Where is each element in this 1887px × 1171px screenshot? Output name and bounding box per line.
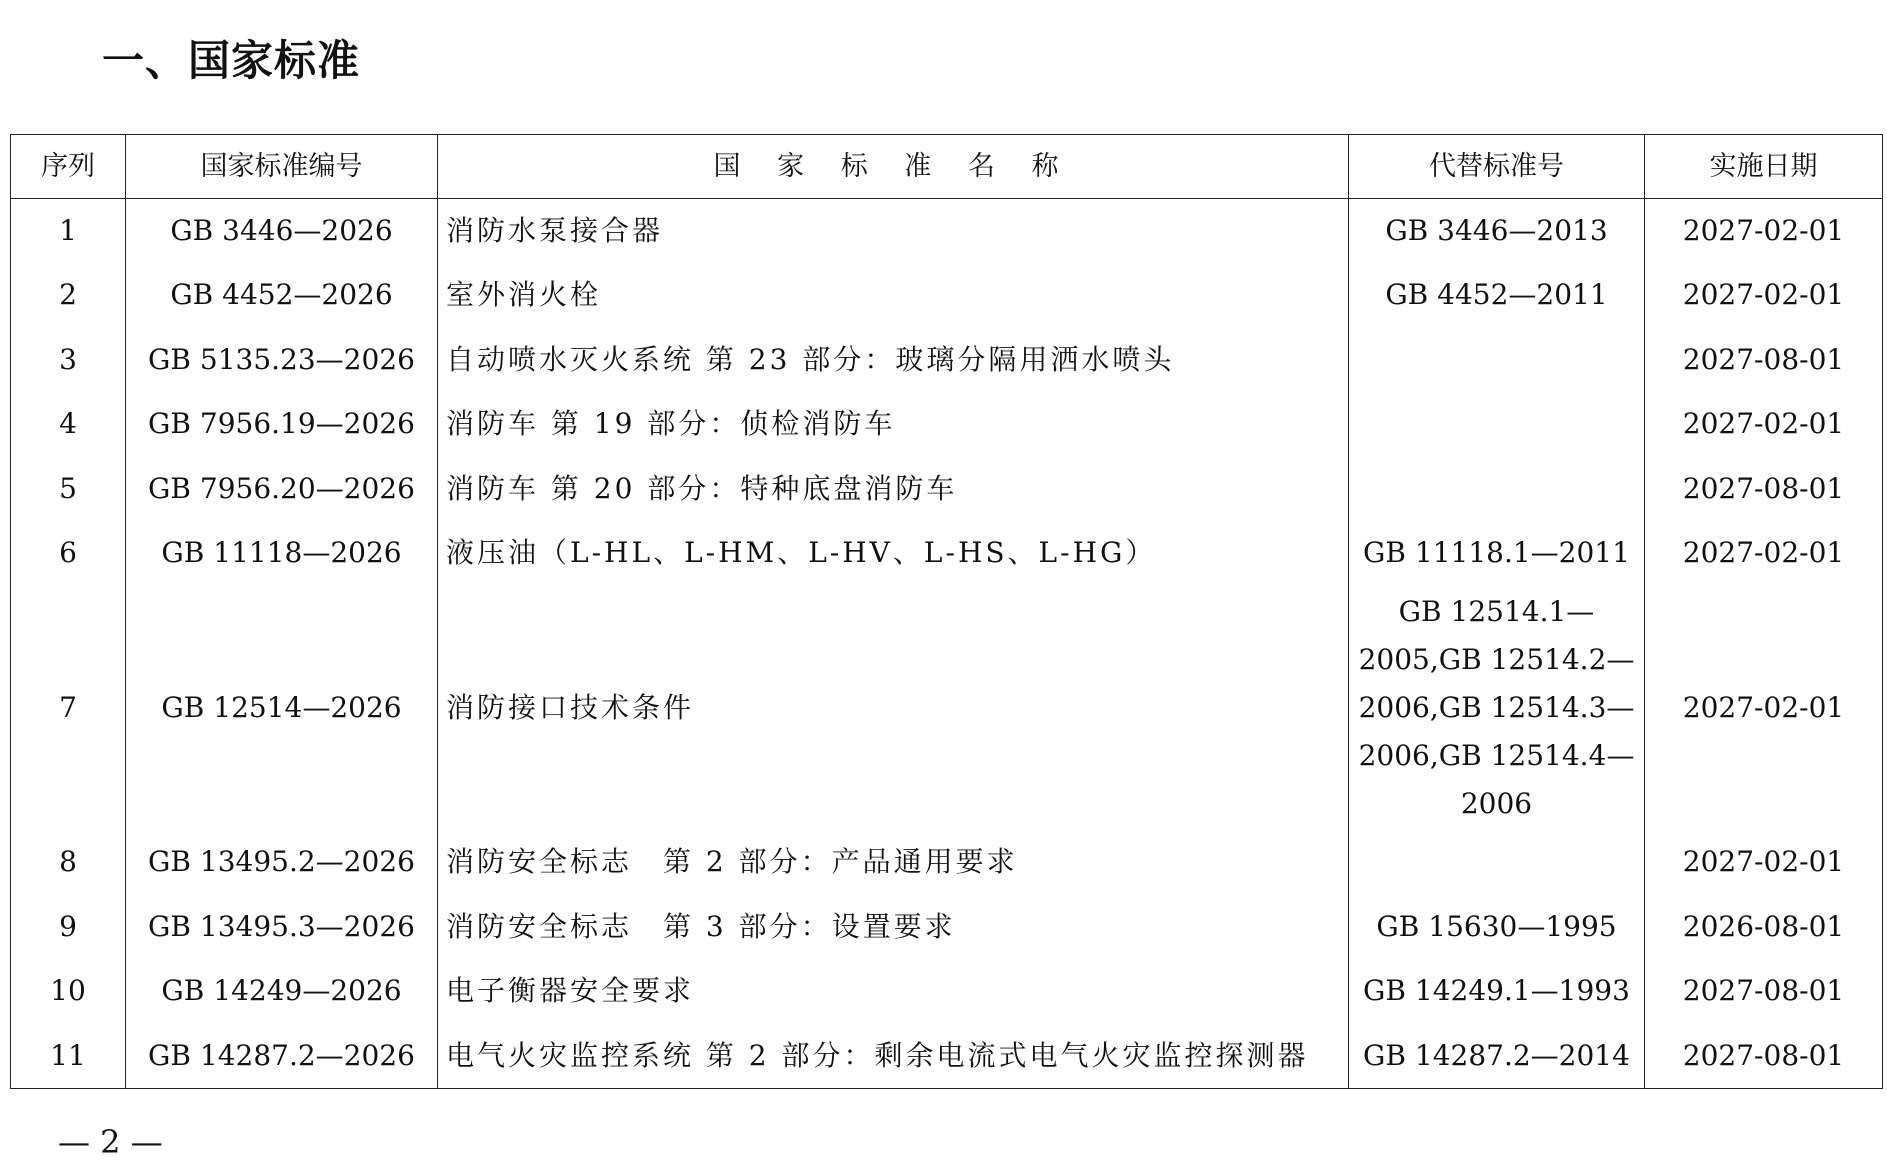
- cell-replaced: GB 14287.2—2014: [1349, 1023, 1645, 1088]
- cell-replaced: GB 11118.1—2011: [1349, 521, 1645, 585]
- cell-date: 2027-02-01: [1645, 585, 1883, 830]
- cell-code: GB 14249—2026: [126, 959, 438, 1023]
- cell-replaced: GB 4452—2011: [1349, 263, 1645, 327]
- cell-code: GB 13495.3—2026: [126, 895, 438, 959]
- cell-code: GB 7956.20—2026: [126, 456, 438, 520]
- cell-date: 2027-02-01: [1645, 199, 1883, 264]
- cell-date: 2027-08-01: [1645, 328, 1883, 392]
- cell-code: GB 3446—2026: [126, 199, 438, 264]
- table-row: [11, 328, 1883, 392]
- cell-seq: 9: [11, 895, 126, 959]
- cell-date: 2027-02-01: [1645, 392, 1883, 456]
- table-row: [11, 392, 1883, 456]
- header-name: 国 家 标 准 名 称: [438, 135, 1349, 199]
- cell-replaced: [1349, 328, 1645, 392]
- cell-date: 2027-02-01: [1645, 263, 1883, 327]
- table-row: [11, 895, 1883, 959]
- cell-replaced: GB 3446—2013: [1349, 199, 1645, 264]
- cell-name: 电气火灾监控系统 第 2 部分：剩余电流式电气火灾监控探测器: [438, 1023, 1349, 1088]
- cell-seq: 6: [11, 521, 126, 585]
- cell-date: 2026-08-01: [1645, 895, 1883, 959]
- cell-date: 2027-02-01: [1645, 830, 1883, 894]
- national-standards-table: [10, 134, 1883, 1089]
- cell-name: 液压油（L-HL、L-HM、L-HV、L-HS、L-HG）: [438, 521, 1349, 585]
- cell-name: 消防安全标志 第 2 部分：产品通用要求: [438, 830, 1349, 894]
- cell-code: GB 14287.2—2026: [126, 1023, 438, 1088]
- header-replaced: 代替标准号: [1349, 135, 1645, 199]
- cell-date: 2027-08-01: [1645, 959, 1883, 1023]
- cell-seq: 8: [11, 830, 126, 894]
- cell-code: GB 4452—2026: [126, 263, 438, 327]
- cell-date: 2027-02-01: [1645, 521, 1883, 585]
- table-row: [11, 521, 1883, 585]
- header-code: 国家标准编号: [126, 135, 438, 199]
- cell-name: 电子衡器安全要求: [438, 959, 1349, 1023]
- header-date: 实施日期: [1645, 135, 1883, 199]
- cell-replaced: GB 15630—1995: [1349, 895, 1645, 959]
- table-row: [11, 263, 1883, 327]
- cell-name: 消防水泵接合器: [438, 199, 1349, 264]
- cell-name: 室外消火栓: [438, 263, 1349, 327]
- cell-seq: 5: [11, 456, 126, 520]
- cell-code: GB 12514—2026: [126, 585, 438, 830]
- table-row: [11, 585, 1883, 830]
- cell-code: GB 11118—2026: [126, 521, 438, 585]
- cell-name: 消防接口技术条件: [438, 585, 1349, 830]
- cell-name: 消防车 第 20 部分：特种底盘消防车: [438, 456, 1349, 520]
- cell-replaced: GB 14249.1—1993: [1349, 959, 1645, 1023]
- cell-name: 消防安全标志 第 3 部分：设置要求: [438, 895, 1349, 959]
- table-row: [11, 959, 1883, 1023]
- cell-seq: 2: [11, 263, 126, 327]
- cell-date: 2027-08-01: [1645, 1023, 1883, 1088]
- cell-seq: 10: [11, 959, 126, 1023]
- cell-code: GB 7956.19—2026: [126, 392, 438, 456]
- cell-seq: 7: [11, 585, 126, 830]
- cell-code: GB 13495.2—2026: [126, 830, 438, 894]
- table-row: [11, 1023, 1883, 1088]
- cell-seq: 11: [11, 1023, 126, 1088]
- section-title: 一、国家标准: [102, 36, 361, 85]
- table-row: [11, 830, 1883, 894]
- page-number: — 2 —: [58, 1123, 163, 1161]
- cell-seq: 1: [11, 199, 126, 264]
- cell-name: 消防车 第 19 部分：侦检消防车: [438, 392, 1349, 456]
- cell-seq: 4: [11, 392, 126, 456]
- header-seq: 序列: [11, 135, 126, 199]
- header-row: [11, 135, 1883, 199]
- cell-date: 2027-08-01: [1645, 456, 1883, 520]
- cell-replaced: GB 12514.1—2005,GB 12514.2—2006,GB 12514.3—2006,GB 12514.4—2006: [1349, 585, 1645, 830]
- cell-replaced: [1349, 456, 1645, 520]
- cell-name: 自动喷水灭火系统 第 23 部分：玻璃分隔用洒水喷头: [438, 328, 1349, 392]
- cell-replaced: [1349, 392, 1645, 456]
- table-row: [11, 199, 1883, 264]
- table-row: [11, 456, 1883, 520]
- cell-seq: 3: [11, 328, 126, 392]
- cell-code: GB 5135.23—2026: [126, 328, 438, 392]
- cell-replaced: [1349, 830, 1645, 894]
